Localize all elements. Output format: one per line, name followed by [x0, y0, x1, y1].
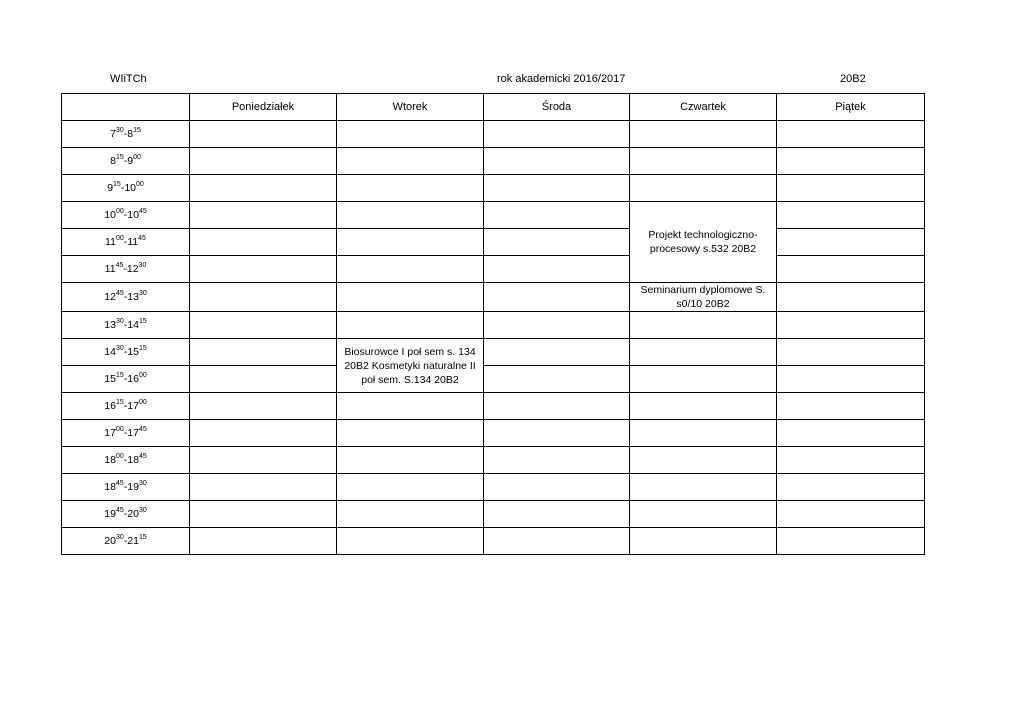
time-minute: 15 — [113, 181, 121, 188]
time-minute: 00 — [115, 426, 124, 433]
cell-monday — [190, 121, 337, 148]
time-slot-label: $7^{30}-8^{15}$ — [62, 121, 190, 148]
cell-thursday — [630, 175, 777, 202]
cell-thursday — [630, 312, 777, 339]
time-row — [62, 148, 925, 175]
cell-tuesday — [337, 283, 484, 312]
time-minute: 45 — [138, 208, 147, 215]
time-hour: 16 — [104, 400, 116, 412]
time-minute: 15 — [133, 127, 141, 134]
time-minute: 30 — [138, 262, 147, 269]
cell-monday — [190, 312, 337, 339]
time-minute: 45 — [115, 507, 124, 514]
cell-thursday — [630, 366, 777, 393]
time-slot-label: $18^{00}-18^{45}$ — [62, 447, 190, 474]
cell-thursday — [630, 339, 777, 366]
day-header-thursday: Czwartek — [630, 94, 777, 121]
class-entry: Projekt technologiczno-procesowy s.532 20B2 — [630, 202, 777, 283]
time-hour: 18 — [127, 454, 139, 466]
time-minute: 00 — [138, 372, 147, 379]
cell-monday — [190, 393, 337, 420]
time-minute: 15 — [115, 372, 124, 379]
time-row — [62, 420, 925, 447]
cell-wednesday — [484, 121, 630, 148]
cell-monday — [190, 229, 337, 256]
time-minute: 00 — [115, 235, 124, 242]
time-row — [62, 447, 925, 474]
time-minute: 30 — [138, 290, 147, 297]
cell-thursday — [630, 420, 777, 447]
cell-tuesday — [337, 202, 484, 229]
time-minute: 30 — [138, 507, 147, 514]
cell-friday — [777, 202, 925, 229]
time-hour: 8 — [110, 155, 116, 167]
time-minute: 30 — [115, 127, 124, 134]
time-hour: 21 — [127, 535, 139, 547]
cell-tuesday — [337, 420, 484, 447]
cell-friday — [777, 420, 925, 447]
cell-tuesday — [337, 501, 484, 528]
cell-friday — [777, 283, 925, 312]
time-hour: 9 — [107, 182, 114, 194]
cell-friday — [777, 312, 925, 339]
time-minute: 30 — [138, 480, 147, 487]
day-header-tuesday: Wtorek — [337, 94, 484, 121]
time-hour: 7 — [110, 128, 116, 140]
cell-friday — [777, 175, 925, 202]
time-row — [62, 202, 925, 229]
cell-thursday — [630, 501, 777, 528]
time-slot-label: $16^{15}-17^{00}$ — [62, 393, 190, 420]
cell-friday — [777, 366, 925, 393]
cell-thursday — [630, 474, 777, 501]
time-hour: 19 — [127, 481, 139, 493]
cell-friday — [777, 501, 925, 528]
cell-friday — [777, 528, 925, 555]
cell-wednesday — [484, 528, 630, 555]
time-hour: 15 — [104, 373, 116, 385]
time-minute: 30 — [115, 534, 124, 541]
time-hour: 18 — [104, 454, 116, 466]
cell-friday — [777, 393, 925, 420]
cell-tuesday — [337, 256, 484, 283]
cell-friday — [777, 339, 925, 366]
cell-monday — [190, 175, 337, 202]
cell-monday — [190, 447, 337, 474]
day-header-wednesday: Środa — [484, 94, 630, 121]
cell-monday — [190, 202, 337, 229]
cell-monday — [190, 256, 337, 283]
cell-thursday — [630, 393, 777, 420]
time-minute: 15 — [115, 399, 124, 406]
time-slot-label: $15^{15}-16^{00}$ — [62, 366, 190, 393]
cell-monday — [190, 366, 337, 393]
time-hour: 19 — [104, 508, 116, 520]
cell-wednesday — [484, 474, 630, 501]
cell-tuesday — [337, 148, 484, 175]
time-hour: 16 — [127, 373, 139, 385]
cell-tuesday — [337, 393, 484, 420]
cell-thursday — [630, 447, 777, 474]
time-hour: 13 — [127, 291, 139, 303]
cell-thursday — [630, 121, 777, 148]
time-minute: 15 — [115, 154, 124, 161]
time-hour: 18 — [104, 481, 116, 493]
time-hour: 8 — [127, 128, 134, 140]
cell-friday — [777, 474, 925, 501]
time-hour: 11 — [104, 263, 116, 275]
cell-monday — [190, 283, 337, 312]
time-minute: 00 — [136, 181, 144, 188]
time-slot-label: $13^{30}-14^{15}$ — [62, 312, 190, 339]
corner-cell — [62, 94, 190, 121]
time-minute: 45 — [115, 262, 124, 269]
cell-wednesday — [484, 229, 630, 256]
cell-monday — [190, 501, 337, 528]
time-minute: 45 — [138, 453, 147, 460]
cell-friday — [777, 256, 925, 283]
time-row — [62, 312, 925, 339]
cell-tuesday — [337, 447, 484, 474]
time-minute: 30 — [115, 318, 124, 325]
faculty-label: WIiTCh — [110, 73, 147, 85]
time-hour: 11 — [105, 236, 116, 248]
cell-wednesday — [484, 393, 630, 420]
time-minute: 30 — [115, 345, 124, 352]
academic-year-label: rok akademicki 2016/2017 — [497, 73, 626, 85]
time-slot-label: $17^{00}-17^{45}$ — [62, 420, 190, 447]
cell-tuesday — [337, 121, 484, 148]
cell-friday — [777, 148, 925, 175]
time-hour: 20 — [127, 508, 139, 520]
time-row — [62, 528, 925, 555]
time-row — [62, 256, 925, 283]
cell-monday — [190, 474, 337, 501]
time-hour: 17 — [104, 427, 116, 439]
time-row — [62, 501, 925, 528]
time-hour: 20 — [104, 535, 116, 547]
cell-tuesday — [337, 229, 484, 256]
cell-wednesday — [484, 501, 630, 528]
cell-wednesday — [484, 148, 630, 175]
time-hour: 17 — [127, 400, 139, 412]
timetable — [61, 93, 925, 555]
time-row — [62, 339, 925, 366]
time-minute: 15 — [138, 345, 147, 352]
cell-monday — [190, 528, 337, 555]
time-minute: 45 — [115, 480, 124, 487]
cell-wednesday — [484, 256, 630, 283]
time-row — [62, 229, 925, 256]
cell-wednesday — [484, 175, 630, 202]
cell-wednesday — [484, 447, 630, 474]
header-row — [62, 94, 925, 121]
cell-tuesday — [337, 528, 484, 555]
time-minute: 00 — [115, 453, 124, 460]
cell-wednesday — [484, 339, 630, 366]
class-entry: Biosurowce I poł sem s. 134 20B2 Kosmetyki naturalne II poł sem. S.134 20B2 — [337, 339, 484, 393]
time-slot-label: $11^{45}-12^{30}$ — [62, 256, 190, 283]
cell-monday — [190, 420, 337, 447]
time-hour: 11 — [127, 236, 139, 248]
time-row — [62, 393, 925, 420]
cell-friday — [777, 447, 925, 474]
time-hour: 12 — [126, 263, 139, 275]
time-minute: 45 — [115, 290, 124, 297]
cell-thursday — [630, 148, 777, 175]
time-hour: 14 — [104, 346, 116, 358]
time-slot-label: $14^{30}-15^{15}$ — [62, 339, 190, 366]
time-row — [62, 121, 925, 148]
day-header-friday: Piątek — [777, 94, 925, 121]
time-minute: 00 — [138, 399, 147, 406]
time-hour: 12 — [104, 291, 116, 303]
time-slot-label: $9^{15}-10^{00}$ — [62, 175, 190, 202]
time-minute: 15 — [138, 318, 147, 325]
time-hour: 10 — [104, 209, 116, 221]
cell-friday — [777, 229, 925, 256]
cell-wednesday — [484, 202, 630, 229]
time-hour: 9 — [127, 155, 134, 167]
cell-wednesday — [484, 366, 630, 393]
time-slot-label: $12^{45}-13^{30}$ — [62, 283, 190, 312]
cell-friday — [777, 121, 925, 148]
time-minute: 00 — [133, 154, 141, 161]
time-row — [62, 175, 925, 202]
time-slot-label: $18^{45}-19^{30}$ — [62, 474, 190, 501]
day-header-monday: Poniedziałek — [190, 94, 337, 121]
time-hour: 17 — [127, 427, 139, 439]
time-hour: 13 — [104, 319, 116, 331]
time-row — [62, 474, 925, 501]
class-entry: Seminarium dyplomowe S. s0/10 20B2 — [630, 283, 777, 312]
time-slot-label: $8^{15}-9^{00}$ — [62, 148, 190, 175]
time-row — [62, 283, 925, 312]
time-slot-label: $19^{45}-20^{30}$ — [62, 501, 190, 528]
cell-wednesday — [484, 420, 630, 447]
cell-wednesday — [484, 283, 630, 312]
time-row — [62, 366, 925, 393]
cell-wednesday — [484, 312, 630, 339]
group-label: 20B2 — [840, 73, 866, 85]
time-slot-label: $11^{00}-11^{45}$ — [62, 229, 190, 256]
cell-tuesday — [337, 175, 484, 202]
cell-thursday — [630, 528, 777, 555]
time-minute: 45 — [138, 426, 147, 433]
cell-monday — [190, 148, 337, 175]
time-minute: 00 — [115, 208, 124, 215]
time-slot-label: $20^{30}-21^{15}$ — [62, 528, 190, 555]
cell-tuesday — [337, 474, 484, 501]
time-minute: 15 — [138, 534, 147, 541]
time-hour: 14 — [127, 319, 139, 331]
cell-monday — [190, 339, 337, 366]
time-slot-label: $10^{00}-10^{45}$ — [62, 202, 190, 229]
time-hour: 15 — [127, 346, 139, 358]
time-hour: 10 — [124, 182, 137, 194]
time-hour: 10 — [127, 209, 139, 221]
time-minute: 45 — [138, 235, 146, 242]
cell-tuesday — [337, 312, 484, 339]
